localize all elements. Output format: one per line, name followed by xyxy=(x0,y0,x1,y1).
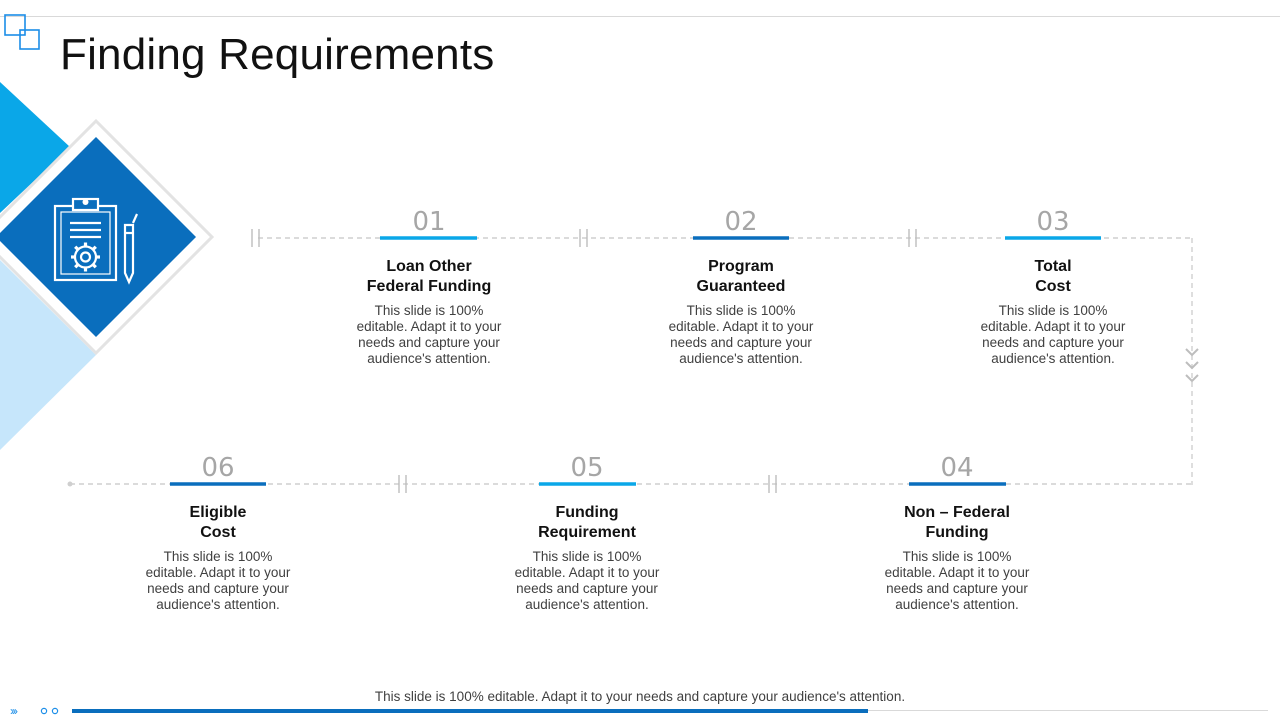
step-05 xyxy=(492,453,682,613)
step-description: This slide is 100% editable. Adapt it to your needs and capture your audience's attention. xyxy=(356,303,502,366)
step-04 xyxy=(862,453,1052,613)
step-description: This slide is 100% editable. Adapt it to your needs and capture your audience's attention. xyxy=(668,303,814,366)
dots-icon xyxy=(40,707,62,715)
footer-rule xyxy=(868,710,1268,711)
footer-progress-bar xyxy=(72,709,868,713)
step-description: This slide is 100% editable. Adapt it to your needs and capture your audience's attention. xyxy=(884,549,1030,612)
step-02 xyxy=(646,207,836,367)
footer-text: This slide is 100% editable. Adapt it to your needs and capture your audience's attention. xyxy=(374,689,906,704)
step-title: Loan Other Federal Funding xyxy=(366,258,492,295)
step-03 xyxy=(958,207,1148,367)
step-number: 01 xyxy=(412,207,446,237)
step-title: Eligible Cost xyxy=(189,504,247,541)
step-description: This slide is 100% editable. Adapt it to your needs and capture your audience's attention. xyxy=(145,549,291,612)
step-title: Program Guaranteed xyxy=(696,258,786,295)
step-description: This slide is 100% editable. Adapt it to your needs and capture your audience's attention. xyxy=(514,549,660,612)
step-06 xyxy=(123,453,313,613)
step-title: Total Cost xyxy=(1034,258,1072,295)
step-number: 05 xyxy=(570,453,604,483)
step-title: Non – Federal Funding xyxy=(904,504,1010,541)
step-number: 04 xyxy=(940,453,974,483)
step-description: This slide is 100% editable. Adapt it to your needs and capture your audience's attention. xyxy=(980,303,1126,366)
page-title: Finding Requirements xyxy=(60,30,495,79)
step-number: 02 xyxy=(724,207,758,237)
step-number: 03 xyxy=(1036,207,1070,237)
chevrons-right-icon: ››› xyxy=(10,704,16,718)
step-01 xyxy=(334,207,524,367)
step-number: 06 xyxy=(201,453,235,483)
step-title: Funding Requirement xyxy=(538,504,636,541)
